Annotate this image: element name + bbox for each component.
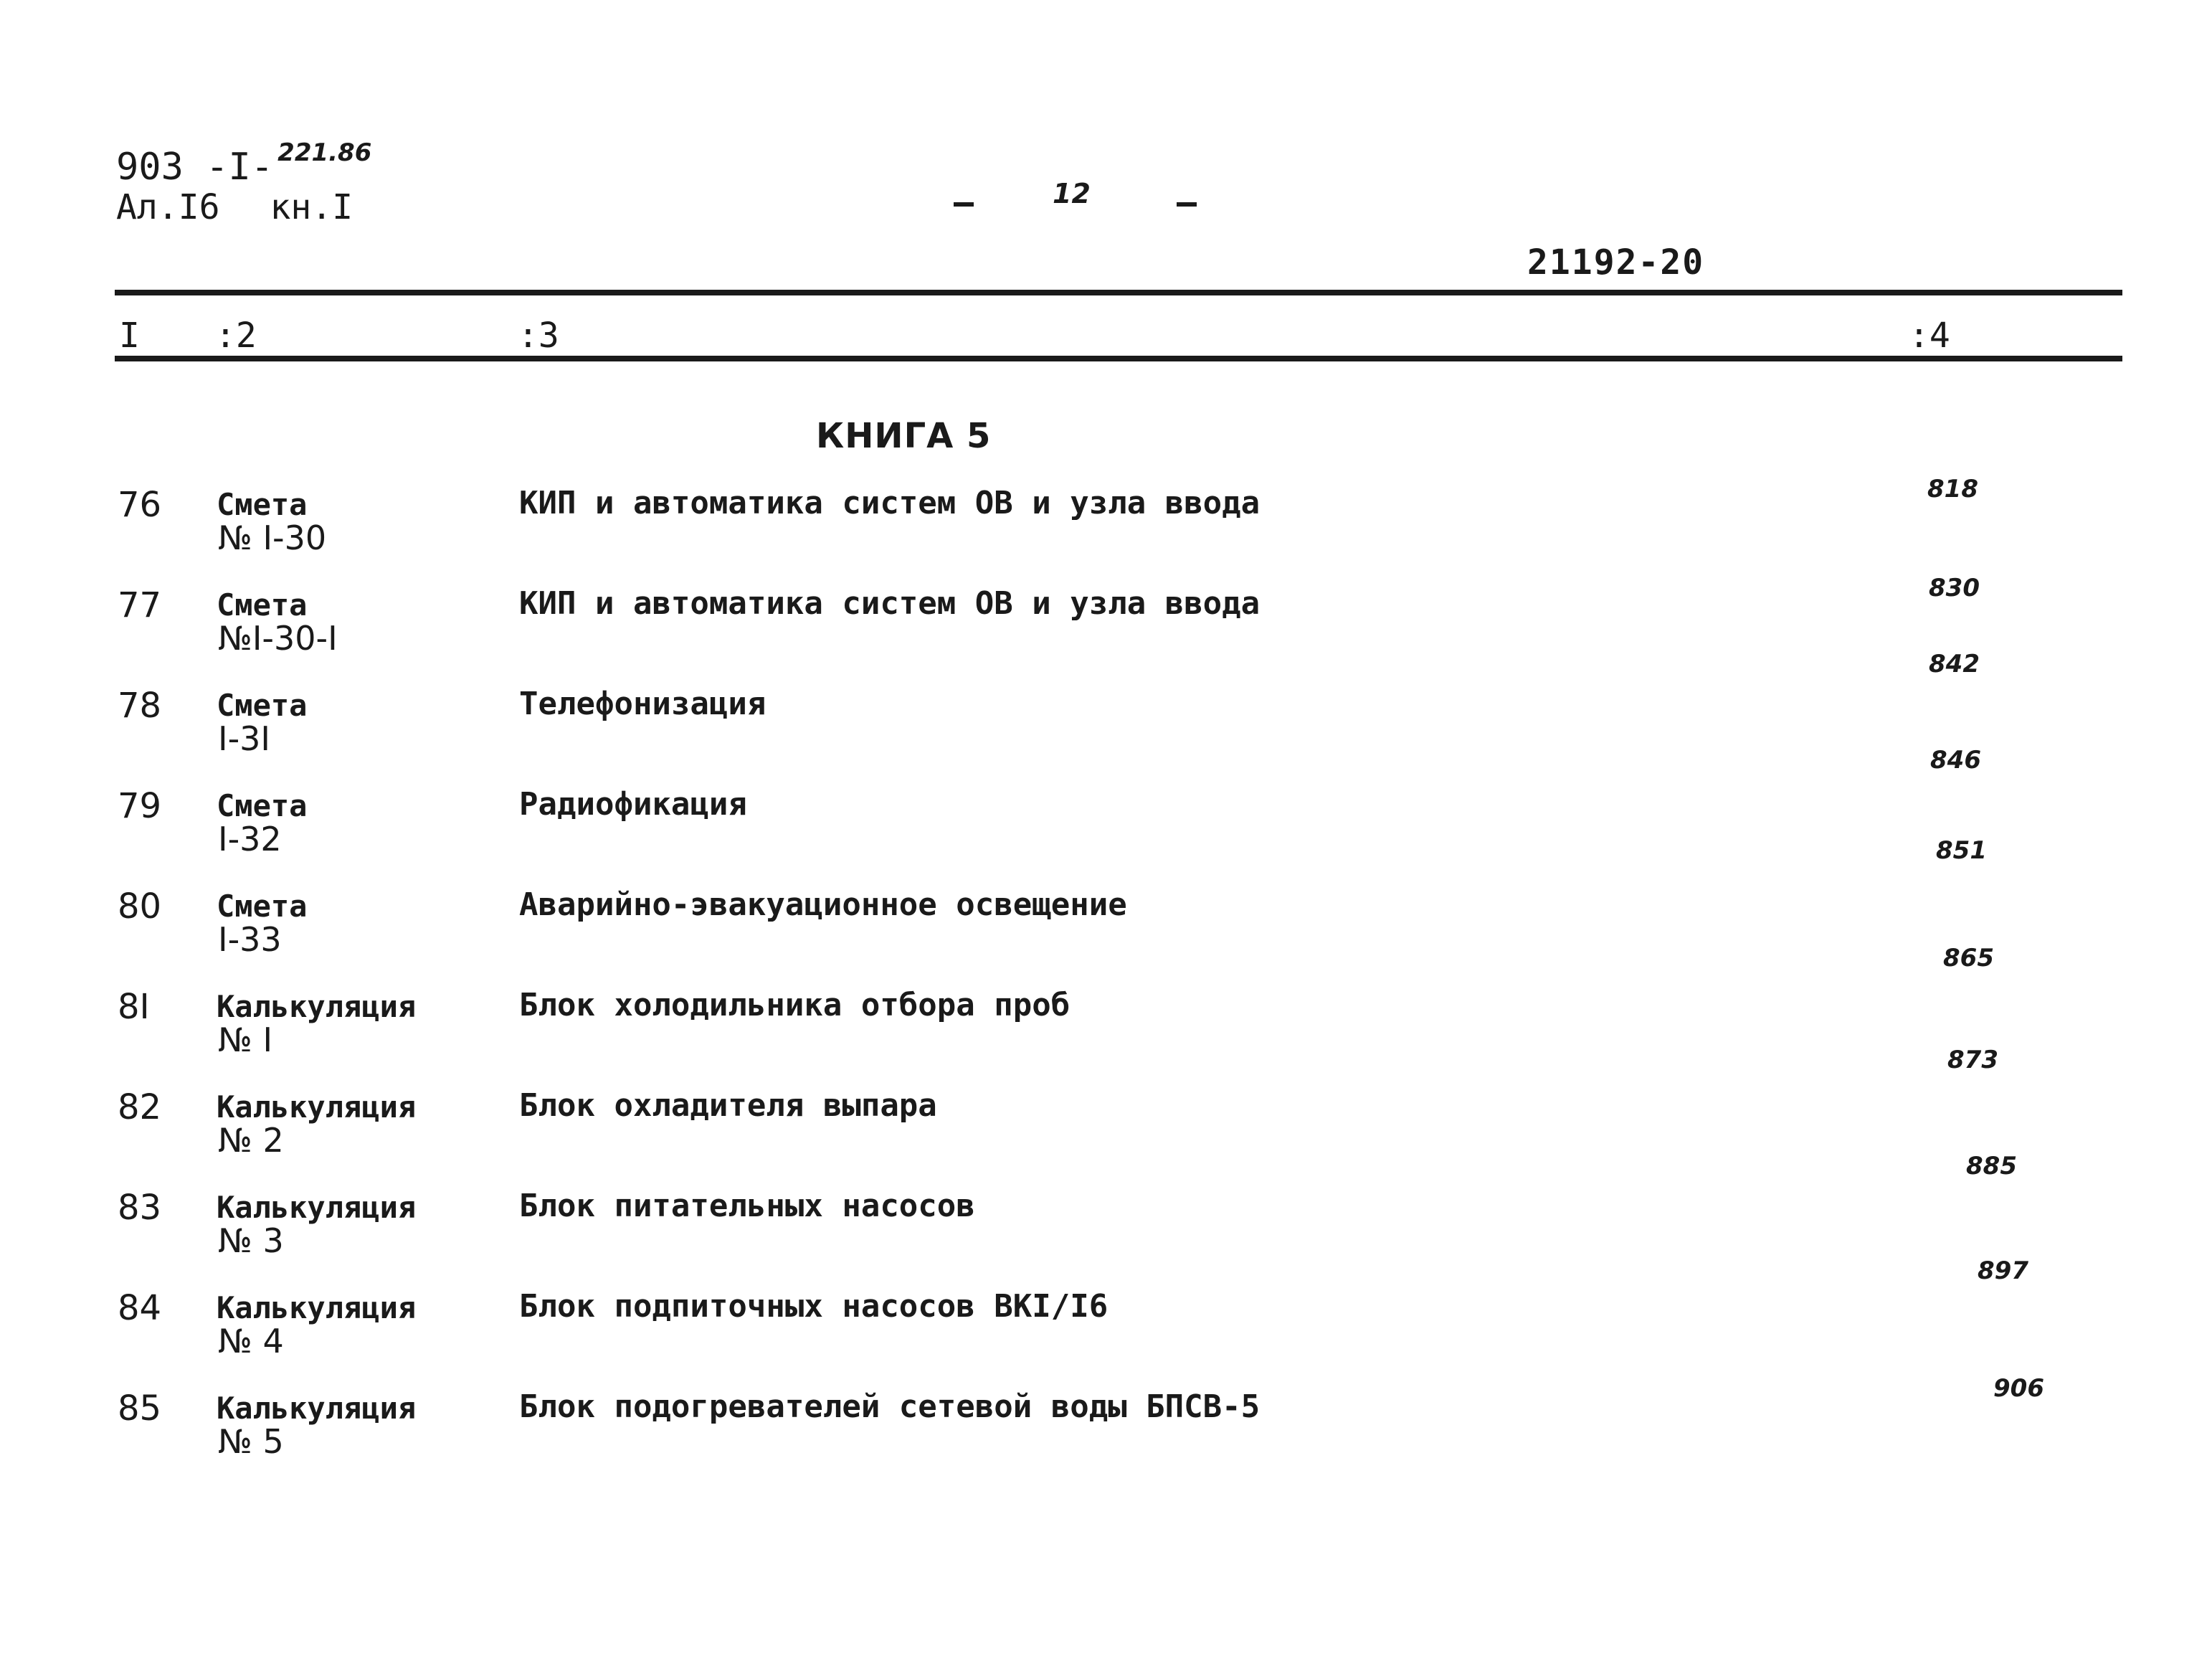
dash-left <box>954 202 974 207</box>
page-number <box>954 178 1197 224</box>
table-row <box>0 987 2212 1086</box>
page-ref: 851 <box>1936 836 1987 865</box>
row-reference: I-32 <box>218 820 282 858</box>
row-title: КИП и автоматика систем ОВ и узла ввода <box>519 485 1261 521</box>
row-title: Радиофикация <box>519 786 747 823</box>
row-reference: № 5 <box>218 1422 284 1461</box>
table-header-rule <box>115 356 2122 361</box>
page-ref: 865 <box>1943 944 1994 972</box>
table-row <box>0 1087 2212 1186</box>
row-title: КИП и автоматика систем ОВ и узла ввода <box>519 585 1261 622</box>
row-type: Калькуляция <box>217 1391 417 1426</box>
album-label: Ал.I6 <box>116 187 220 227</box>
row-number: 78 <box>118 686 162 726</box>
table-row <box>0 1188 2212 1287</box>
document-code-prefix: 903 -I- <box>116 146 274 189</box>
page-ref: 897 <box>1978 1256 2028 1285</box>
row-number: 80 <box>118 886 162 927</box>
table-row <box>0 686 2212 785</box>
row-reference: № I <box>218 1021 273 1059</box>
row-type: Смета <box>217 788 308 823</box>
column-header-3: :3 <box>518 316 559 356</box>
table-row <box>0 485 2212 584</box>
row-type: Калькуляция <box>217 989 417 1024</box>
row-reference: № I-30 <box>218 519 327 557</box>
page-ref: 818 <box>1927 475 1978 503</box>
row-type: Калькуляция <box>217 1190 417 1225</box>
table-row <box>0 786 2212 885</box>
row-number: 83 <box>118 1188 162 1228</box>
row-reference: № 3 <box>218 1221 284 1260</box>
column-header-4: :4 <box>1909 316 1950 356</box>
row-number: 85 <box>118 1388 162 1429</box>
row-title: Телефонизация <box>519 686 766 722</box>
row-number: 84 <box>118 1288 162 1328</box>
row-reference: I-3I <box>218 719 270 758</box>
row-title: Блок подпиточных насосов ВКI/I6 <box>519 1288 1109 1325</box>
row-title: Блок питательных насосов <box>519 1188 975 1224</box>
row-title: Аварийно-эвакуационное освещение <box>519 886 1127 923</box>
row-number: 8I <box>118 987 150 1027</box>
table-row <box>0 1288 2212 1387</box>
row-title: Блок подогревателей сетевой воды БПСВ-5 <box>519 1388 1261 1425</box>
page-ref: 842 <box>1929 650 1980 678</box>
row-type: Смета <box>217 688 308 723</box>
table-row <box>0 886 2212 985</box>
column-header-1: I <box>119 316 140 356</box>
row-title: Блок охладителя выпара <box>519 1087 937 1124</box>
row-number: 82 <box>118 1087 162 1127</box>
document-code-handwritten: 221.86 <box>277 138 372 167</box>
row-reference: № 4 <box>218 1322 284 1360</box>
page-ref: 830 <box>1929 574 1980 602</box>
row-reference: №I-30-I <box>218 619 338 658</box>
section-title: КНИГА 5 <box>816 416 992 456</box>
page-number-value: 12 <box>1053 178 1091 209</box>
row-type: Калькуляция <box>217 1290 417 1325</box>
page-ref: 906 <box>1993 1374 2044 1403</box>
row-reference: I-33 <box>218 920 282 959</box>
column-header-2: :2 <box>215 316 257 356</box>
table-row <box>0 585 2212 684</box>
row-title: Блок холодильника отбора проб <box>519 987 1071 1023</box>
row-type: Калькуляция <box>217 1089 417 1125</box>
page-ref: 885 <box>1966 1152 2017 1180</box>
row-reference: № 2 <box>218 1121 284 1160</box>
row-number: 79 <box>118 786 162 826</box>
document-code <box>116 138 372 191</box>
page-ref: 873 <box>1947 1046 1998 1074</box>
document-number: 21192-20 <box>1527 242 1705 283</box>
row-number: 77 <box>118 585 162 625</box>
book-label: кн.I <box>270 187 353 227</box>
row-number: 76 <box>118 485 162 525</box>
table-row <box>0 1388 2212 1487</box>
row-type: Смета <box>217 487 308 522</box>
page-ref: 846 <box>1930 746 1981 775</box>
row-type: Смета <box>217 587 308 623</box>
dash-right <box>1177 202 1197 207</box>
table-top-rule <box>115 290 2122 295</box>
row-type: Смета <box>217 889 308 924</box>
album-book-line <box>116 188 353 227</box>
